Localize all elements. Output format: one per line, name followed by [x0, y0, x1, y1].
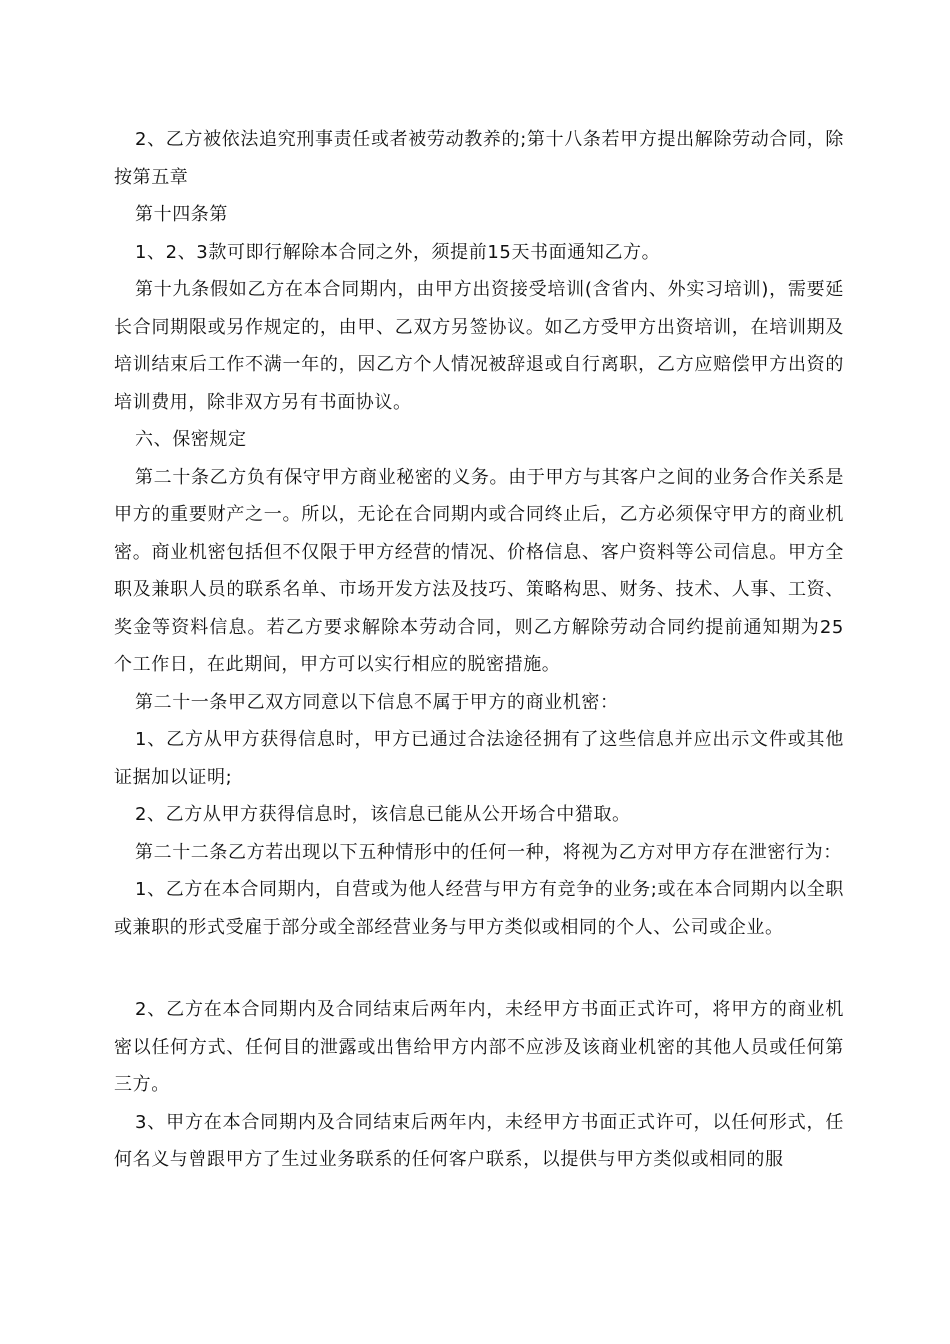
paragraph-gap [114, 946, 844, 991]
paragraph-article-14-ref: 第十四条第 [135, 204, 228, 225]
paragraph-notice-clause: 1、2、3款可即行解除本合同之外，须提前15天书面通知乙方。 [135, 241, 661, 263]
paragraph-article-21-item-1: 1、乙方从甲方获得信息时，甲方已通过合法途径拥有了这些信息并应出示文件或其他证据加以证明; [114, 729, 844, 788]
paragraph-article-22-item-2: 2、乙方在本合同期内及合同结束后两年内，未经甲方书面正式许可，将甲方的商业机密以任何方式、任何目的泄露或出售给甲方内部不应涉及该商业机密的其他人员或任何第三方。 [114, 999, 844, 1095]
paragraph-clause-2: 2、乙方被依法追究刑事责任或者被劳动教养的;第十八条若甲方提出解除劳动合同，除按第五章 [114, 129, 844, 188]
section-heading-confidentiality: 六、保密规定 [135, 429, 247, 450]
document-body [114, 121, 844, 1179]
paragraph-article-22-item-3: 3、甲方在本合同期内及合同结束后两年内，未经甲方书面正式许可，以任何形式，任何名义与曾跟甲方了生过业务联系的任何客户联系，以提供与甲方类似或相同的服 [114, 1111, 844, 1170]
paragraph-article-22: 第二十二条乙方若出现以下五种情形中的任何一种，将视为乙方对甲方存在泄密行为： [135, 841, 842, 863]
paragraph-article-21: 第二十一条甲乙双方同意以下信息不属于甲方的商业机密： [135, 691, 619, 713]
paragraph-article-20: 第二十条乙方负有保守甲方商业秘密的义务。由于甲方与其客户之间的业务合作关系是甲方的重要财产之一。所以，无论在合同期内或合同终止后，乙方必须保守甲方的商业机密。商业机密包括但不仅限于甲方经营的情况、价格信息、客户资料等公司信息。甲方全职及兼职人员的联系名单、市场开发方法及技巧、策略构思、财务、技术、人事、工资、奖金等资料信息。若乙方要求解除本劳动合同，则乙方解除劳动合同约提前通知期为25个工作日，在此期间，甲方可以实行相应的脱密措施。 [114, 466, 844, 675]
paragraph-article-22-item-1: 1、乙方在本合同期内，自营或为他人经营与甲方有竞争的业务;或在本合同期内以全职或兼职的形式受雇于部分或全部经营业务与甲方类似或相同的个人、公司或企业。 [114, 879, 844, 938]
paragraph-article-21-item-2: 2、乙方从甲方获得信息时，该信息已能从公开场合中猎取。 [135, 804, 631, 825]
paragraph-article-19: 第十九条假如乙方在本合同期内，由甲方出资接受培训(含省内、外实习培训)，需要延长合同期限或另作规定的，由甲、乙双方另签协议。如乙方受甲方出资培训，在培训期及培训结束后工作不满一年的，因乙方个人情况被辞退或自行离职，乙方应赔偿甲方出资的培训费用，除非双方另有书面协议。 [114, 279, 844, 413]
